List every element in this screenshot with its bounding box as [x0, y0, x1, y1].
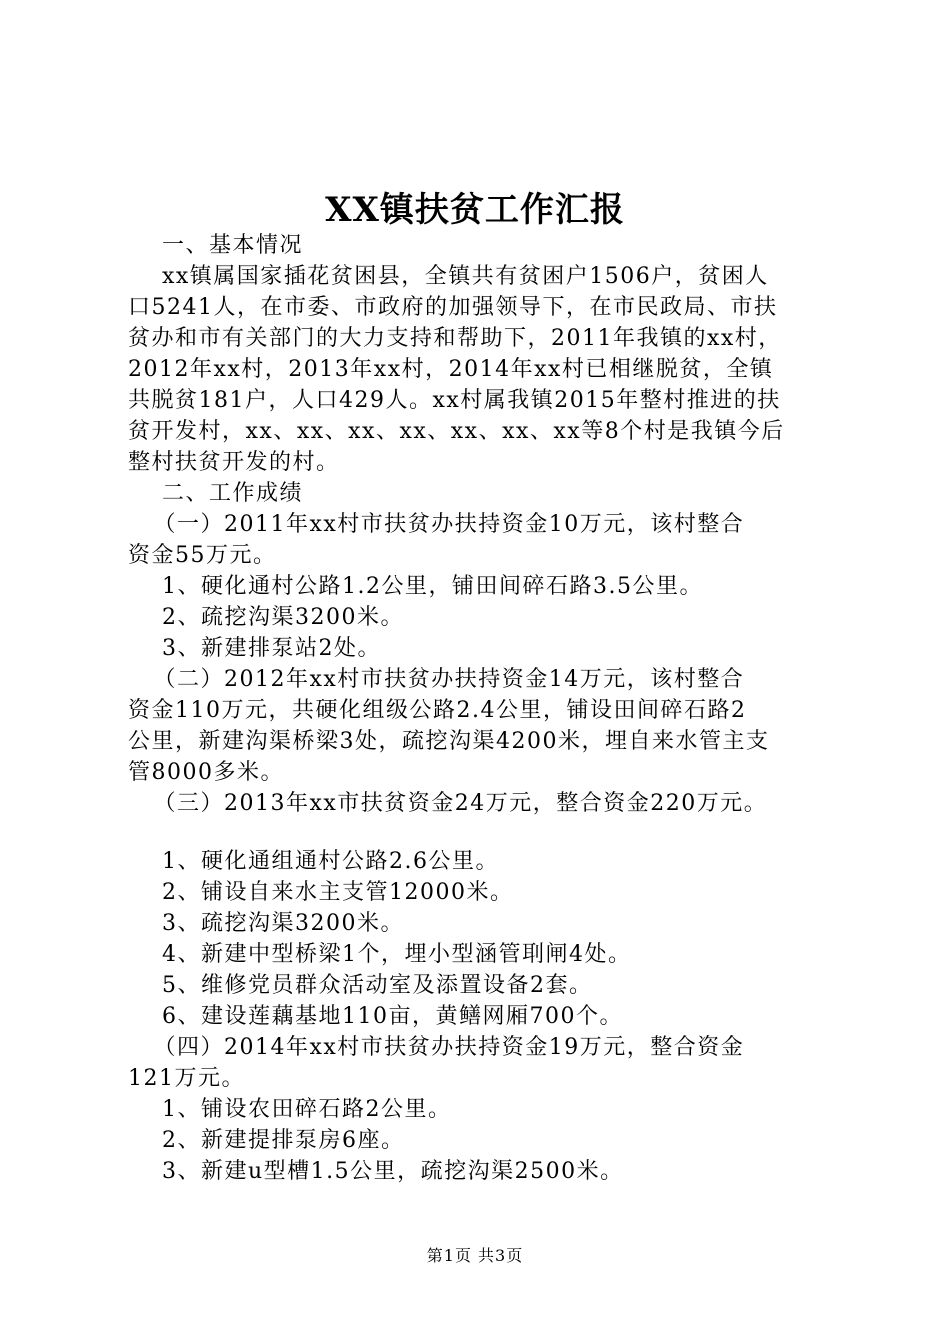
body-line: 贫开发村，xx、xx、xx、xx、xx、xx、xx等8个村是我镇今后 [128, 419, 785, 444]
body-line: 121万元。 [128, 1066, 245, 1091]
body-line: （一）2011年xx村市扶贫办扶持资金10万元，该村整合 [128, 512, 745, 537]
body-line: 3、疏挖沟渠3200米。 [128, 911, 404, 936]
body-line: 4、新建中型桥梁1个，埋小型涵管刵闸4处。 [128, 942, 632, 967]
body-line: 公里，新建沟渠桥梁3处，疏挖沟渠4200米，埋自来水管主支 [128, 729, 770, 754]
body-line: （四）2014年xx村市扶贫办扶持资金19万元，整合资金 [128, 1035, 745, 1060]
body-line: 资金110万元，共硬化组级公路2.4公里，铺设田间碎石路2 [128, 698, 747, 723]
body-line: 2、新建提排泵房6座。 [128, 1128, 405, 1153]
body-line: 资金55万元。 [128, 543, 277, 568]
body-line: 1、铺设农田碎石路2公里。 [128, 1097, 452, 1122]
body-line: 6、建设莲藕基地110亩，黄鳝网厢700个。 [128, 1004, 623, 1029]
body-line: （二）2012年xx村市扶贫办扶持资金14万元，该村整合 [128, 667, 745, 692]
page-footer: 第1页 共3页 [426, 1246, 524, 1265]
body-line: 共脱贫181户，人口429人。xx村属我镇2015年整村推进的扶 [128, 388, 781, 413]
body-line: 贫办和市有关部门的大力支持和帮助下，2011年我镇的xx村， [128, 326, 782, 351]
body-line: 2012年xx村，2013年xx村，2014年xx村已相继脱贫，全镇 [128, 357, 774, 382]
body-line: 1、硬化通组通村公路2.6公里。 [128, 849, 499, 874]
body-line: 一、基本情况 [128, 233, 303, 258]
body-line: 2、铺设自来水主支管12000米。 [128, 880, 514, 905]
body-line: （三）2013年xx市扶贫资金24万元，整合资金220万元。 [128, 791, 768, 816]
body-line: xx镇属国家插花贫困县，全镇共有贫困户1506户，贫困人 [128, 264, 769, 289]
body-line: 5、维修党员群众活动室及添置设备2套。 [128, 973, 593, 998]
body-line: 管8000多米。 [128, 760, 284, 785]
document-title: XX镇扶贫工作汇报 [325, 190, 625, 230]
body-line: 1、硬化通村公路1.2公里，铺田间碎石路3.5公里。 [128, 574, 703, 599]
body-line: 二、工作成绩 [128, 481, 303, 506]
body-line: 口5241人，在市委、市政府的加强领导下，在市民政局、市扶 [128, 295, 778, 320]
body-line: 整村扶贫开发的村。 [128, 450, 340, 475]
body-line: 2、疏挖沟渠3200米。 [128, 605, 404, 630]
body-line: 3、新建u型槽1.5公里，疏挖沟渠2500米。 [128, 1159, 624, 1184]
body-line: 3、新建排泵站2处。 [128, 636, 381, 661]
